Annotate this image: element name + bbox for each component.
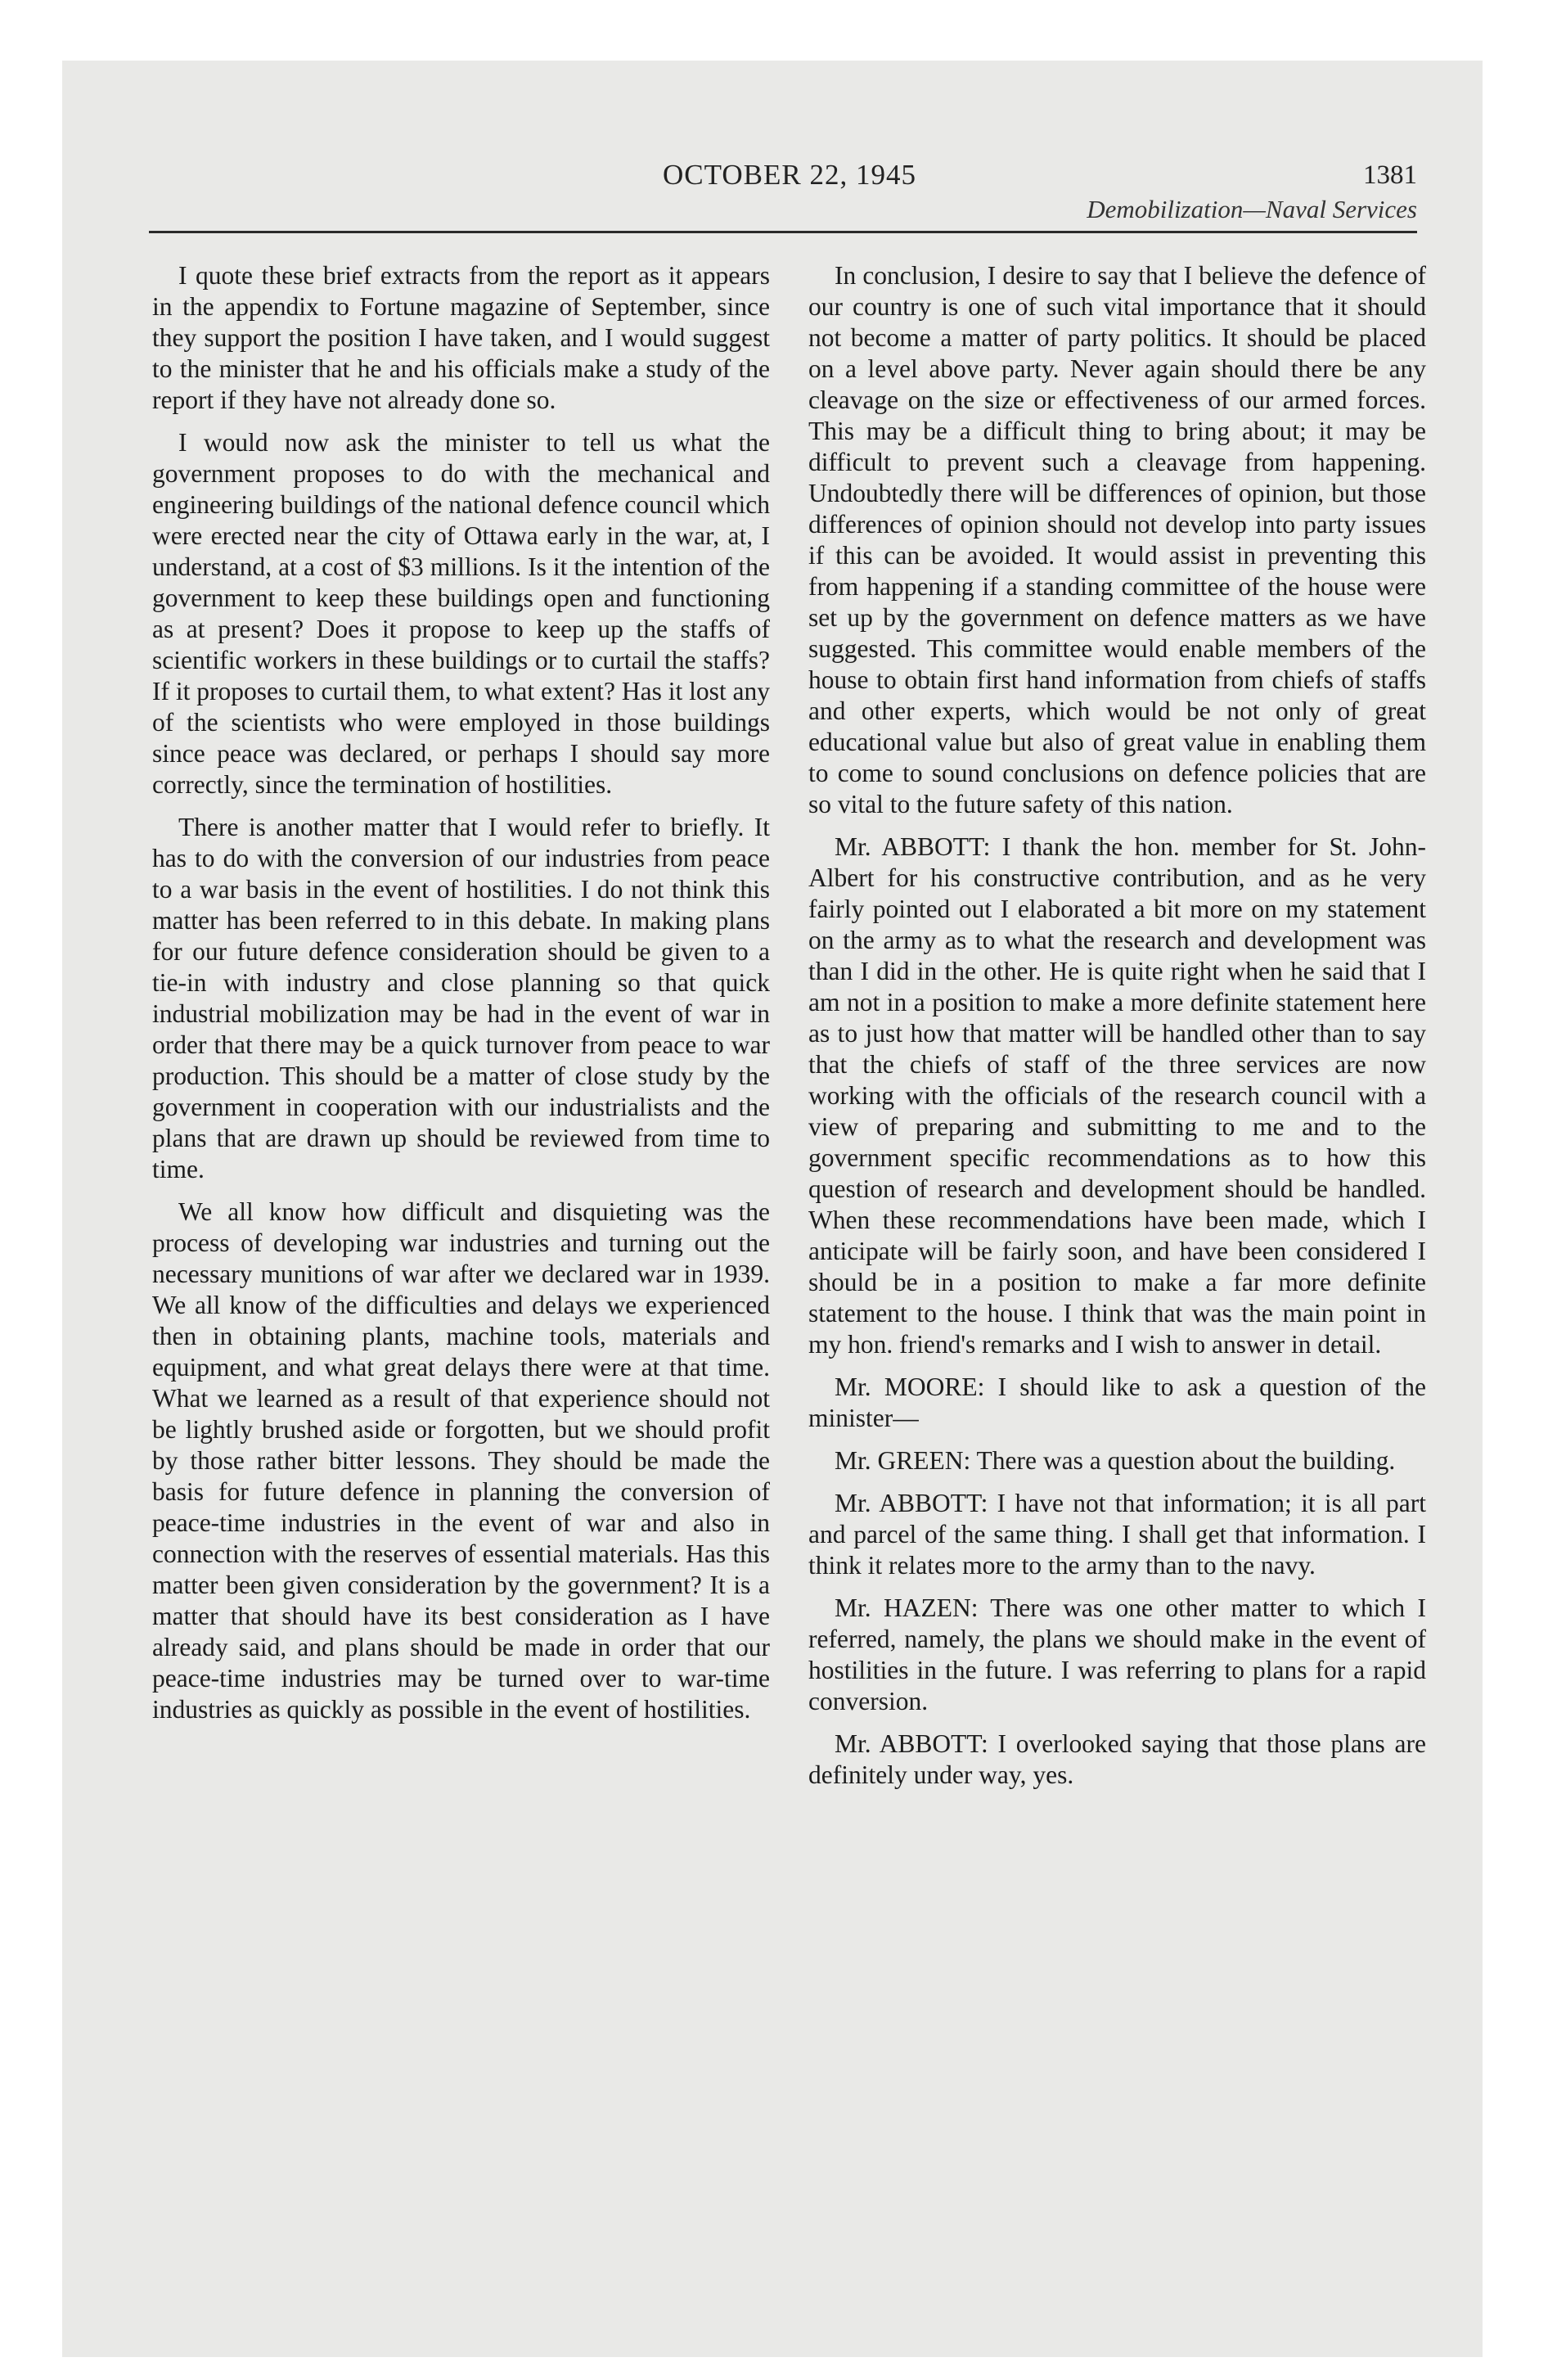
header-rule (149, 231, 1417, 233)
speech-paragraph: Mr. ABBOTT: I overlooked saying that those plans are definitely under way, yes. (808, 1729, 1426, 1789)
paragraph: There is another matter that I would refer to briefly. It has to do with the conversion of our industries from peace to a war basis in the event of hostilities. I do not think this matter has been referred to in this debate. In making plans for our future defence consideration should be given to a tie-in with industry and close planning so that quick industrial mobilization may be had in the event of war in order that there may be a quick turnover from peace to war production. This should be a matter of close study by the government in cooperation with our industrialists and the plans that are drawn up should be reviewed from time to time. (152, 813, 770, 1183)
page-header (149, 159, 1417, 234)
paragraph: I quote these brief extracts from the report as it appears in the appendix to Fortune magazine of September, since they support the position I have taken, and I would suggest to the minister that he and his officials make a study of the report if they have not already done so. (152, 261, 770, 414)
speech-paragraph: Mr. MOORE: I should like to ask a question of the minister— (808, 1373, 1426, 1432)
paragraph: We all know how difficult and disquieting was the process of developing war industries and turning out the necessary munitions of war after we declared war in 1939. We all know of the difficulties and delays we experienced then in obtaining plants, machine tools, materials and equipment, and what great delays there were at that time. What we learned as a result of that experience should not be lightly brushed aside or forgotten, but we should profit by those rather bitter lessons. They should be made the basis for future defence in planning the conversion of peace-time industries in the event of war and also in connection with the reserves of essential materials. Has this matter been given consideration by the government? It is a matter that should have its best consideration as I have already said, and plans should be made in order that our peace-time industries may be turned over to war-time industries as quickly as possible in the event of hostilities. (152, 1197, 770, 1724)
speech-paragraph: Mr. ABBOTT: I have not that information; it is all part and parcel of the same thing. I shall get that information. I think it relates more to the army than to the navy. (808, 1489, 1426, 1580)
page-number: 1381 (1363, 160, 1417, 190)
speech-paragraph: Mr. ABBOTT: I thank the hon. member for St. John-Albert for his constructive contribution, and as he very fairly pointed out I elaborated a bit more on my statement on the army as to what the research and development was than I did in the other. He is quite right when he said that I am not in a position to make a more definite statement here as to just how that matter will be handled other than to say that the chiefs of staff of the three services are now working with the officials of the research council with a view of preparing and submitting to me and to the government specific recommendations as to how this question of research and development should be handled. When these recommendations have been made, which I anticipate will be fairly soon, and have been considered I should be in a position to make a far more definite statement to the house. I think that was the main point in my hon. friend's remarks and I wish to answer in detail. (808, 832, 1426, 1359)
left-column (152, 260, 770, 1737)
speech-paragraph: Mr. GREEN: There was a question about the building. (835, 1446, 1396, 1475)
paragraph: In conclusion, I desire to say that I believe the defence of our country is one of such vital importance that it should not become a matter of party politics. It should be placed on a level above party. Never again should there be any cleavage on the size or effectiveness of our armed forces. This may be a difficult thing to bring about; it may be difficult to prevent such a cleavage from happening. Undoubtedly there will be differences of opinion, but those differences of opinion should not develop into party issues if this can be avoided. It would assist in preventing this from happening if a standing committee of the house were set up by the government on defence matters as we have suggested. This committee would enable members of the house to obtain first hand information from chiefs of staffs and other experts, which would be not only of great educational value but also of great value in enabling them to come to sound conclusions on defence policies that are so vital to the future safety of this nation. (808, 261, 1426, 818)
paragraph: I would now ask the minister to tell us what the government proposes to do with the mechanical and engineering buildings of the national defence council which were erected near the city of Ottawa early in the war, at, I understand, at a cost of $3 millions. Is it the intention of the government to keep these buildings open and functioning as at present? Does it propose to keep up the staffs of scientific workers in these buildings or to curtail the staffs? If it proposes to curtail them, to what extent? Has it lost any of the scientists who were employed in those buildings since peace was declared, or perhaps I should say more correctly, since the termination of hostilities. (152, 428, 770, 799)
right-column (808, 260, 1426, 1802)
section-title: Demobilization—Naval Services (1087, 195, 1417, 223)
speech-paragraph: Mr. HAZEN: There was one other matter to which I referred, namely, the plans we should make in the event of hostilities in the future. I was referring to plans for a rapid conversion. (808, 1593, 1426, 1715)
header-date: OCTOBER 22, 1945 (663, 159, 916, 191)
